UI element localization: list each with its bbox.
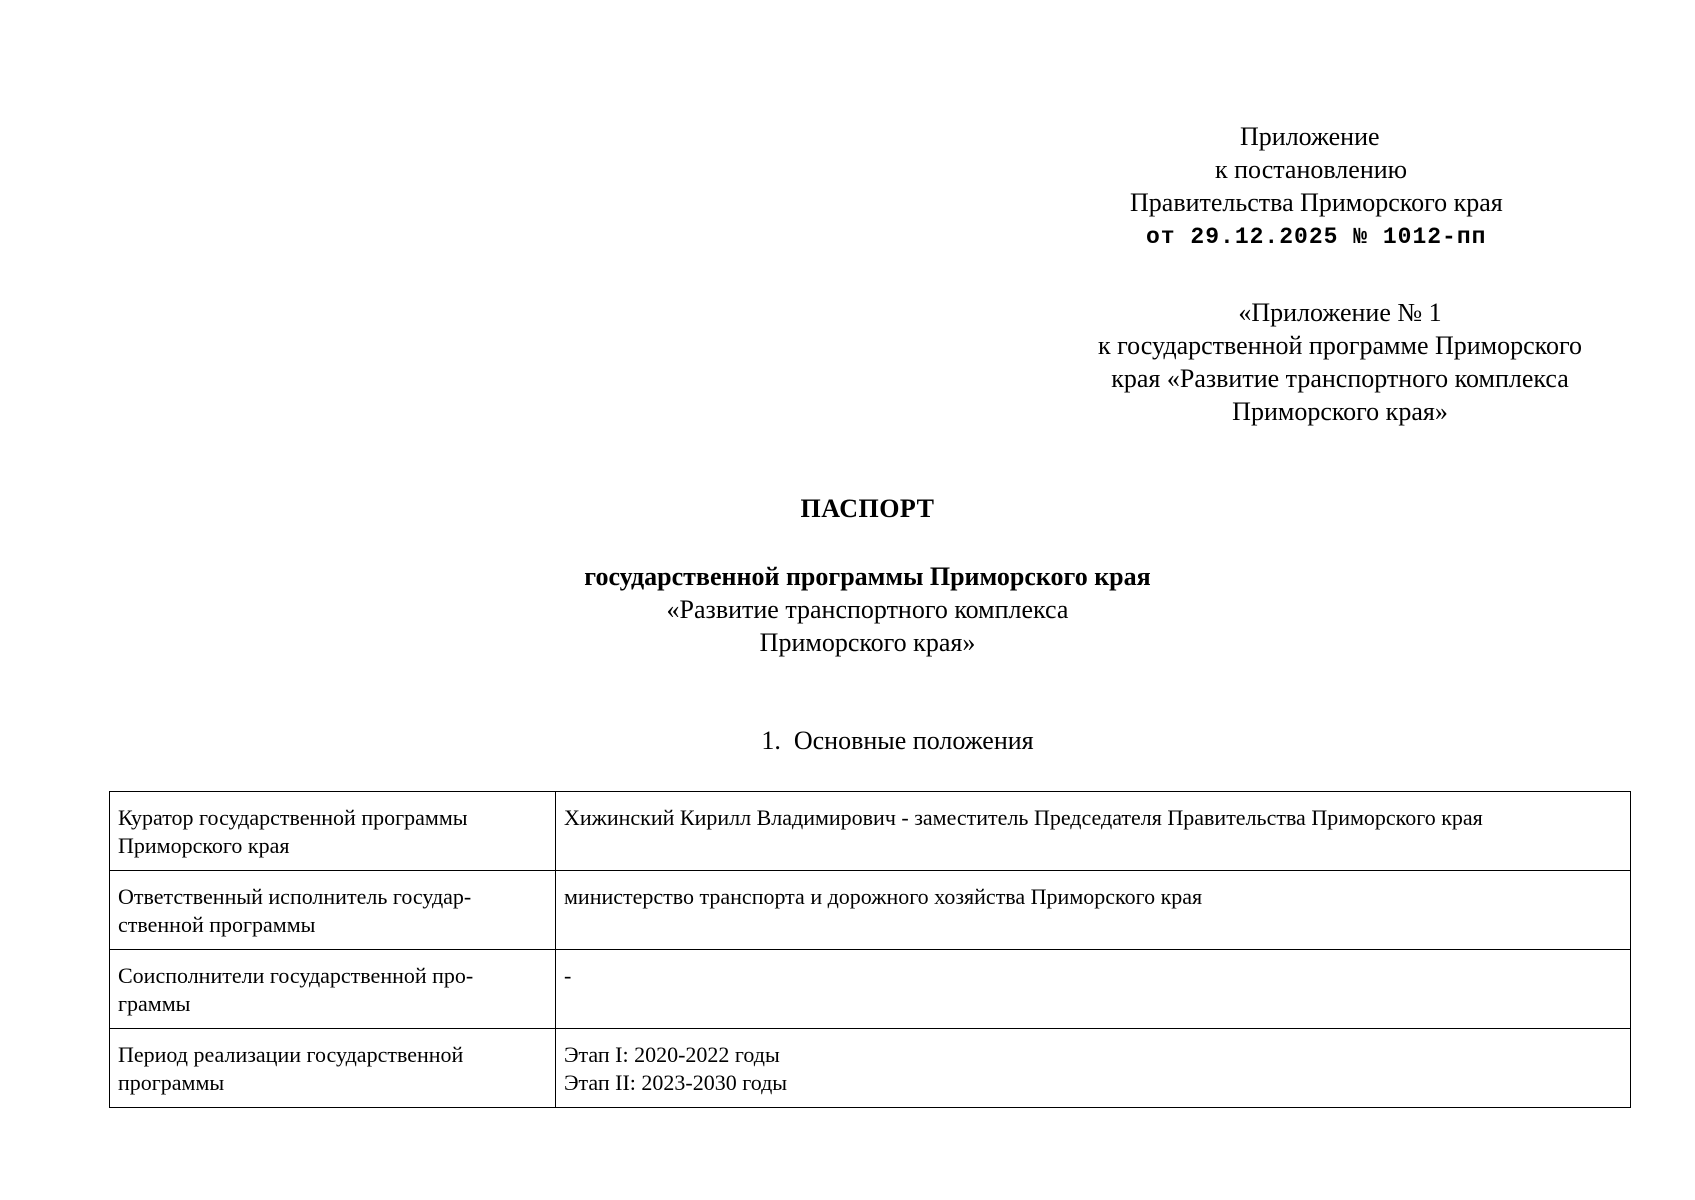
stamp-line-resolution: к постановлению <box>1215 155 1408 184</box>
row-label <box>110 871 556 950</box>
table-row <box>110 792 1631 871</box>
label-line: Приморского края <box>118 833 290 858</box>
subtitle-line-1: государственной программы Приморского края <box>584 562 1151 591</box>
passport-table <box>109 791 1631 1108</box>
label-line: ственной программы <box>118 912 316 937</box>
approval-stamp <box>1110 120 1570 254</box>
annex-line-2: к государственной программе Приморского <box>1097 331 1582 360</box>
label-line: программы <box>118 1070 225 1095</box>
table-row <box>110 1029 1631 1108</box>
annex-line-4: Приморского края» <box>1232 397 1448 426</box>
label-line: Куратор государственной программы <box>118 805 468 830</box>
section-heading: 1. Основные положения <box>761 726 1034 755</box>
row-value <box>556 871 1631 950</box>
subtitle-line-3: Приморского края» <box>759 628 976 657</box>
annex-line-3: края «Развитие транспортного комплекса <box>1111 364 1569 393</box>
stamp-line-appendix: Приложение <box>1240 122 1380 151</box>
stamp-line-date-number: от 29.12.2025 № 1012-пп <box>1146 224 1487 250</box>
row-value <box>556 1029 1631 1108</box>
subtitle-line-2: «Развитие транспортного комплекса <box>666 595 1069 624</box>
table-row <box>110 871 1631 950</box>
value-line: Хижинский Кирилл Владимирович - заместитель Председателя Правительства Приморского края <box>564 805 1483 830</box>
table-row <box>110 950 1631 1029</box>
label-line: Соисполнители государственной про- <box>118 963 474 988</box>
row-label <box>110 950 556 1029</box>
label-line: граммы <box>118 991 191 1016</box>
stamp-line-government: Правительства Приморского края <box>1130 188 1503 217</box>
annex-line-1: «Приложение № 1 <box>1238 298 1442 327</box>
value-line: - <box>564 963 572 988</box>
document-title: ПАСПОРТ <box>800 494 935 523</box>
document-subtitle <box>0 560 1695 659</box>
value-line: Этап I: 2020-2022 годы <box>564 1042 780 1067</box>
label-line: Период реализации государственной <box>118 1042 464 1067</box>
row-label <box>110 1029 556 1108</box>
value-line: Этап II: 2023-2030 годы <box>564 1070 788 1095</box>
row-value <box>556 792 1631 871</box>
row-label <box>110 792 556 871</box>
row-value <box>556 950 1631 1029</box>
label-line: Ответственный исполнитель государ- <box>118 884 472 909</box>
annex-reference <box>1050 296 1630 428</box>
value-line: министерство транспорта и дорожного хозяйства Приморского края <box>564 884 1203 909</box>
